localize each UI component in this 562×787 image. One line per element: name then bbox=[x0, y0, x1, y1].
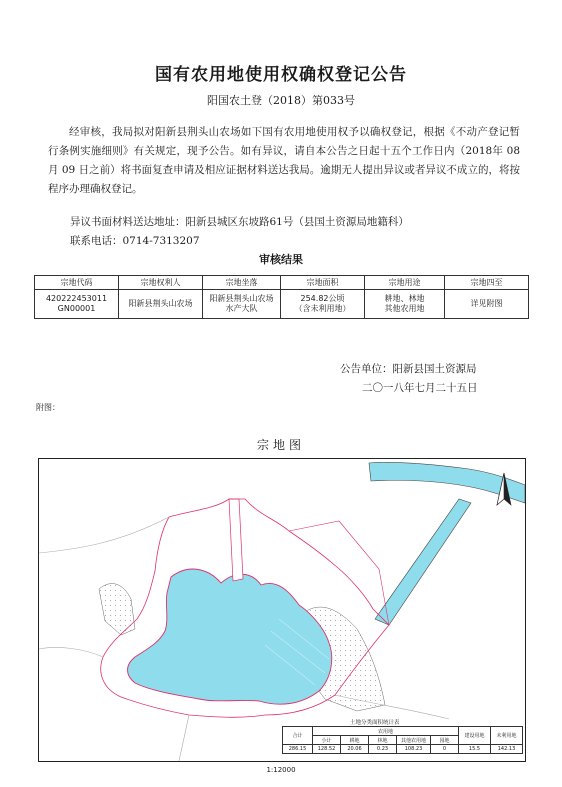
stats-h-garden: 园地 bbox=[431, 736, 459, 745]
stats-header-row-1 bbox=[283, 727, 523, 736]
unused-land-west bbox=[99, 584, 135, 635]
notice-title: 国有农用地使用权确权登记公告 bbox=[155, 65, 407, 85]
stats-h-subtotal: 小计 bbox=[313, 736, 341, 745]
document-number: 阳国农土登（2018）第033号 bbox=[207, 94, 355, 107]
col-parcel-code: 宗地代码 bbox=[35, 276, 119, 290]
code-line-1: 420222453011 bbox=[45, 294, 108, 303]
parcel-map bbox=[38, 458, 526, 762]
review-result-table bbox=[34, 275, 529, 319]
col-area: 宗地面积 bbox=[281, 276, 365, 290]
stats-v-subtotal: 128.52 bbox=[313, 745, 341, 754]
stats-caption: 土地分类面积统计表 bbox=[350, 720, 400, 726]
contact-phone: 联系电话：0714-7313207 bbox=[70, 235, 200, 247]
issue-date: 二〇一八年七月二十五日 bbox=[362, 382, 478, 394]
col-land-use: 宗地用途 bbox=[365, 276, 445, 290]
use-line-1: 耕地、林地 bbox=[384, 294, 425, 303]
parcel-map-drawing bbox=[39, 459, 525, 761]
road bbox=[39, 517, 169, 553]
lake-inlet bbox=[229, 499, 243, 581]
canal bbox=[375, 499, 471, 625]
col-boundaries: 宗地四至 bbox=[445, 276, 529, 290]
stats-h-forest: 林地 bbox=[369, 736, 397, 745]
stats-v-other: 108.23 bbox=[397, 745, 431, 754]
stats-v-total: 286.15 bbox=[283, 745, 313, 754]
stats-v-forest: 0.23 bbox=[369, 745, 397, 754]
stats-v-garden: 0 bbox=[431, 745, 459, 754]
table-row bbox=[283, 745, 523, 754]
attachment-label: 附图： bbox=[36, 403, 60, 412]
stats-v-unused: 142.13 bbox=[491, 745, 523, 754]
table-row bbox=[35, 290, 529, 319]
area-line-2: （含未利用地） bbox=[294, 304, 351, 313]
road bbox=[179, 715, 189, 761]
cell-rights-holder: 阳新县荆头山农场 bbox=[119, 290, 203, 319]
review-header-row bbox=[35, 276, 529, 290]
cell-boundaries: 详见附图 bbox=[445, 290, 529, 319]
stats-h-construction: 建设用地 bbox=[459, 727, 491, 745]
signature-block bbox=[340, 360, 478, 398]
stats-h-other: 其他农用地 bbox=[397, 736, 431, 745]
code-line-2: GN00001 bbox=[57, 304, 96, 313]
map-title: 宗地图 bbox=[256, 438, 305, 452]
stats-h-cultivated: 耕地 bbox=[341, 736, 369, 745]
cell-area bbox=[281, 290, 365, 319]
north-arrow bbox=[493, 471, 515, 511]
location-line-2: 水产大队 bbox=[225, 304, 258, 313]
land-class-stats-table bbox=[282, 726, 523, 754]
notice-body bbox=[48, 123, 520, 199]
col-location: 宗地坐落 bbox=[203, 276, 281, 290]
cell-land-use bbox=[365, 290, 445, 319]
stats-h-unused: 未利用地 bbox=[491, 727, 523, 745]
contact-info bbox=[70, 213, 409, 251]
stats-v-cultivated: 20.06 bbox=[341, 745, 369, 754]
stats-v-construction: 15.5 bbox=[459, 745, 491, 754]
stats-h-total: 合计 bbox=[283, 727, 313, 745]
cell-parcel-code bbox=[35, 290, 119, 319]
road bbox=[39, 647, 103, 657]
location-line-1: 阳新县荆头山农场 bbox=[209, 294, 274, 303]
map-scale: 1:12000 bbox=[266, 766, 296, 774]
issuing-unit: 公告单位：阳新县国土资源局 bbox=[340, 363, 477, 375]
area-line-1: 254.82公顷 bbox=[300, 294, 345, 303]
cell-location bbox=[203, 290, 281, 319]
objection-address: 异议书面材料送达地址：阳新县城区东坡路61号（县国土资源局地籍科） bbox=[70, 216, 409, 228]
use-line-2: 其他农用地 bbox=[384, 304, 425, 313]
notice-body-text: 经审核，我局拟对阳新县荆头山农场如下国有农用地使用权予以确权登记，根据《不动产登记暂行条例实施细则》有关规定，现予公告。如有异议，请自本公告之日起十五个工作日内（2018年 08 月 09 日之前）将书面复查申请及相应证据材料送达我局。逾期无人提出异议或者异议不成立的，将按程序办理确权登记。 bbox=[48, 126, 520, 195]
col-rights-holder: 宗地权利人 bbox=[119, 276, 203, 290]
review-heading: 审核结果 bbox=[259, 253, 303, 266]
stats-h-agri: 农用地 bbox=[313, 727, 459, 736]
